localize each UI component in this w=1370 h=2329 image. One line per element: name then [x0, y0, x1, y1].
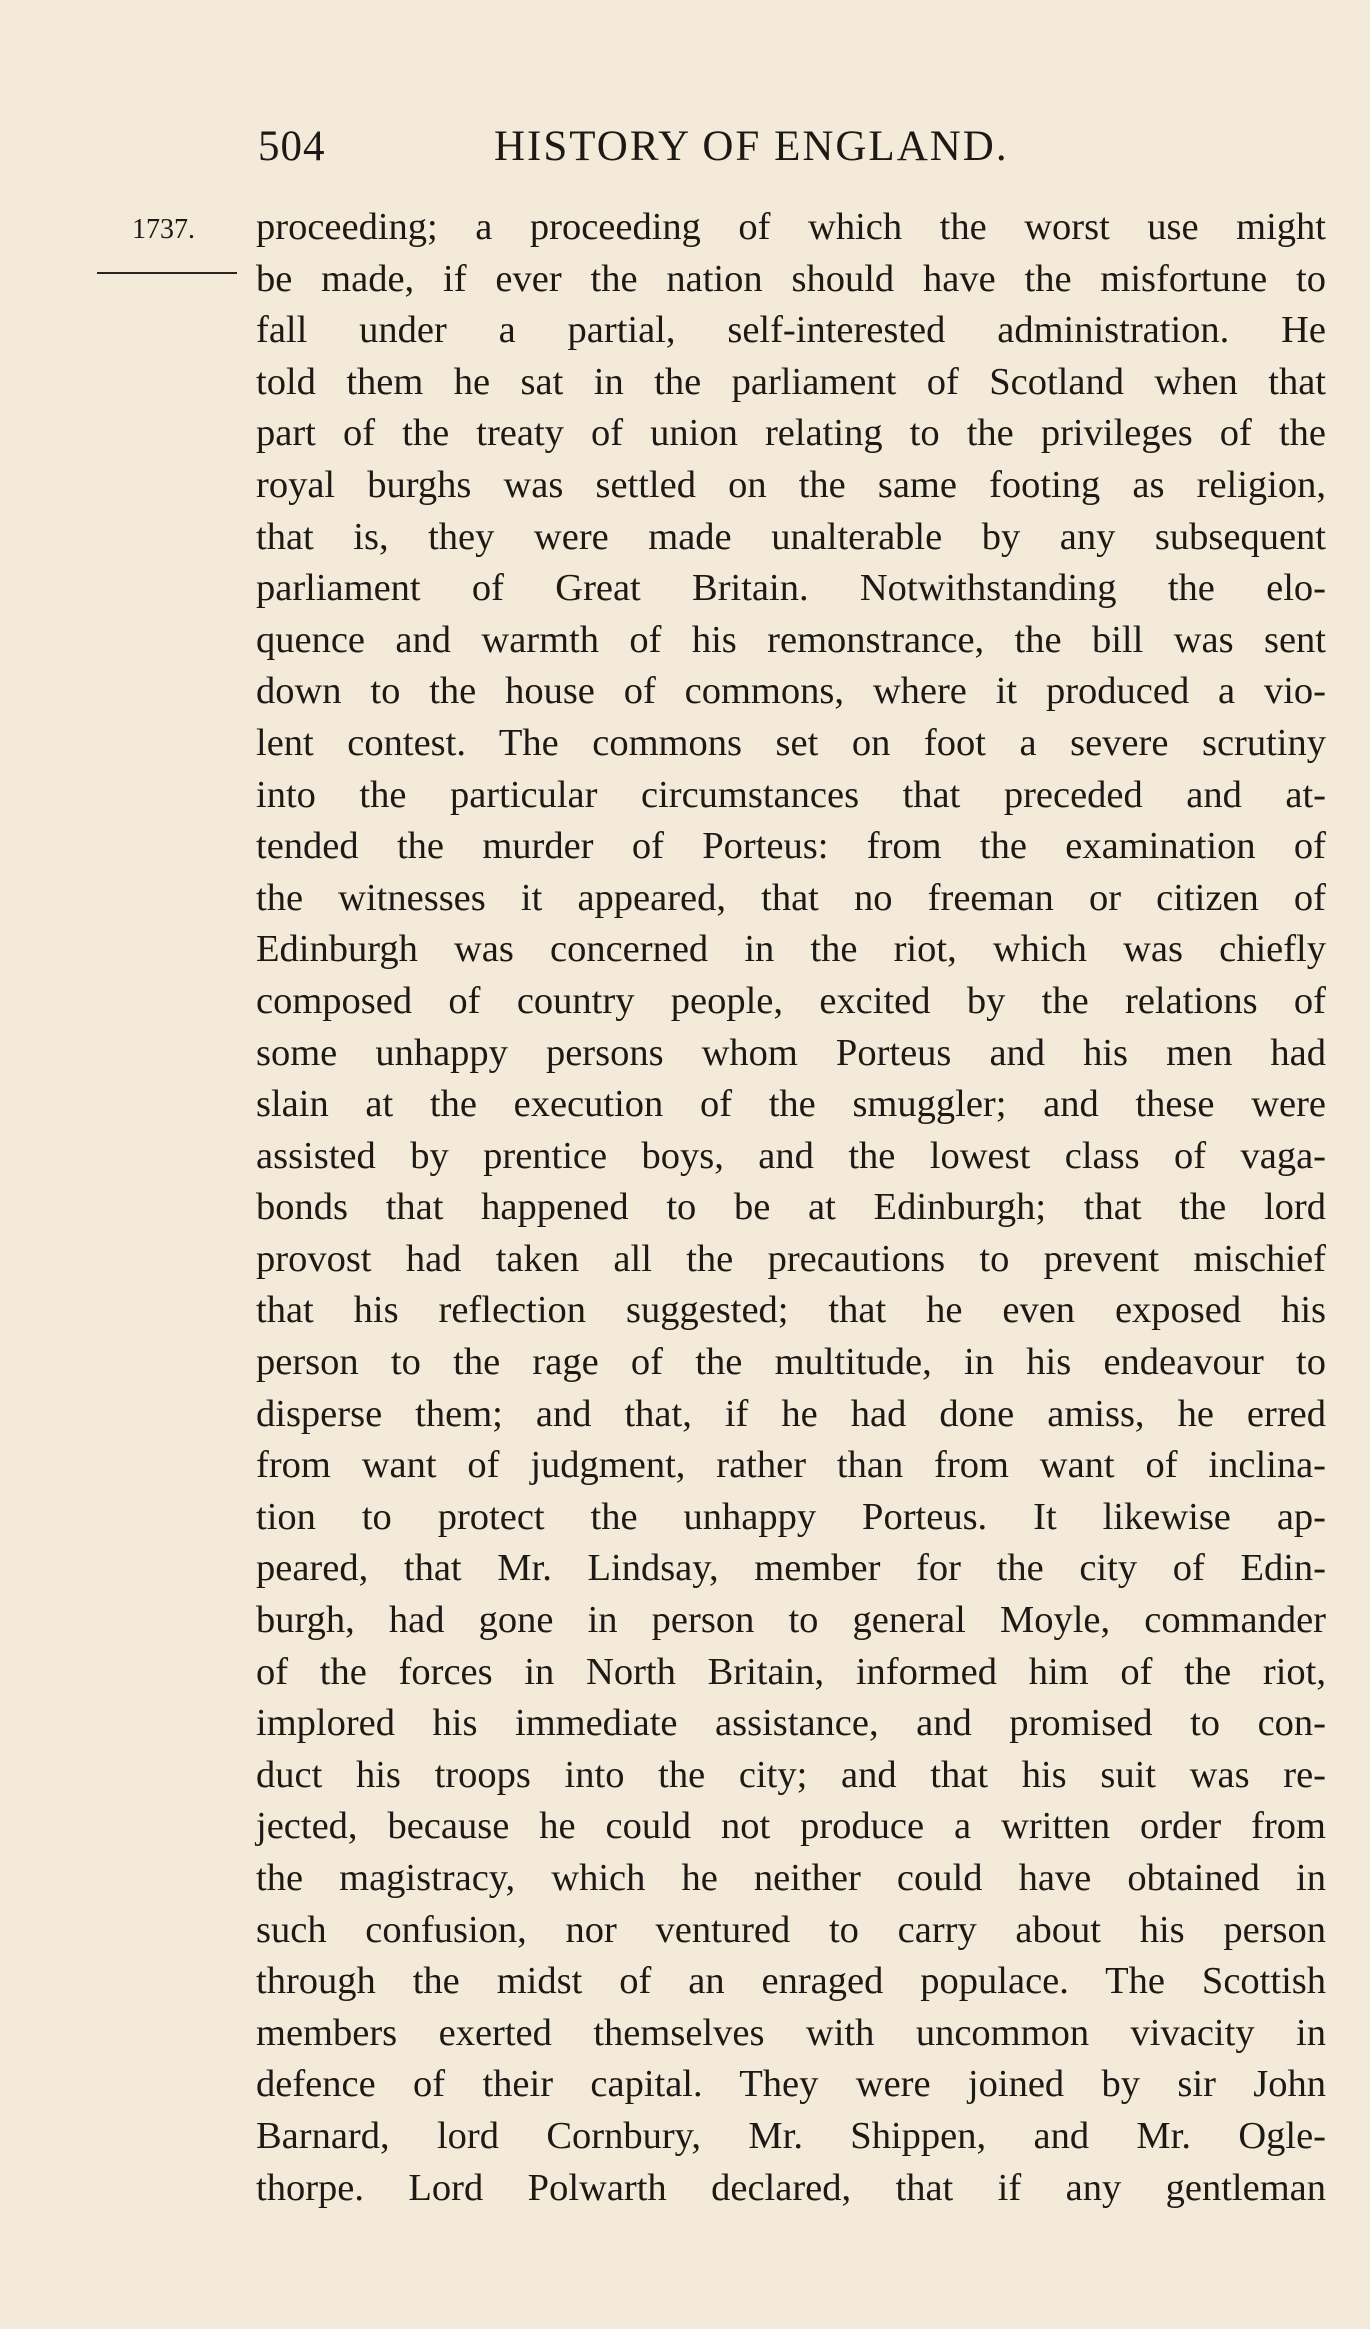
- text-line: such confusion, nor ventured to carry about his person: [256, 1908, 1326, 1951]
- body-text: [256, 202, 1326, 2214]
- text-line: duct his troops into the city; and that his suit was re-: [256, 1753, 1326, 1796]
- text-line: of the forces in North Britain, informed him of the riot,: [256, 1650, 1326, 1693]
- text-line: Barnard, lord Cornbury, Mr. Shippen, and Mr. Ogle-: [256, 2114, 1326, 2157]
- text-line: jected, because he could not produce a written order from: [256, 1805, 1326, 1848]
- margin-rule: [97, 272, 237, 274]
- text-line: through the midst of an enraged populace. The Scottish: [256, 1960, 1326, 2003]
- text-line: fall under a partial, self-interested administration. He: [256, 309, 1326, 352]
- text-line: into the particular circumstances that preceded and at-: [256, 773, 1326, 816]
- text-line: down to the house of commons, where it produced a vio-: [256, 670, 1326, 713]
- text-line: thorpe. Lord Polwarth declared, that if any gentleman: [256, 2166, 1326, 2209]
- text-line: bonds that happened to be at Edinburgh; that the lord: [256, 1186, 1326, 1229]
- text-line: quence and warmth of his remonstrance, the bill was sent: [256, 618, 1326, 661]
- text-line: provost had taken all the precautions to prevent mischief: [256, 1237, 1326, 1280]
- page-number: 504: [258, 123, 326, 170]
- text-line: lent contest. The commons set on foot a severe scrutiny: [256, 721, 1326, 764]
- text-line: told them he sat in the parliament of Scotland when that: [256, 360, 1326, 403]
- text-line: part of the treaty of union relating to the privileges of the: [256, 412, 1326, 455]
- text-line: defence of their capital. They were joined by sir John: [256, 2063, 1326, 2106]
- text-line: peared, that Mr. Lindsay, member for the city of Edin-: [256, 1547, 1326, 1590]
- text-line: members exerted themselves with uncommon vivacity in: [256, 2011, 1326, 2054]
- text-line: from want of judgment, rather than from want of inclina-: [256, 1444, 1326, 1487]
- text-line: that is, they were made unalterable by any subsequent: [256, 515, 1326, 558]
- margin-year-note: 1737.: [132, 214, 195, 245]
- text-line: composed of country people, excited by the relations of: [256, 979, 1326, 1022]
- text-line: implored his immediate assistance, and promised to con-: [256, 1702, 1326, 1745]
- text-line: person to the rage of the multitude, in his endeavour to: [256, 1341, 1326, 1384]
- text-line: slain at the execution of the smuggler; and these were: [256, 1083, 1326, 1126]
- text-line: disperse them; and that, if he had done amiss, he erred: [256, 1392, 1326, 1435]
- text-line: Edinburgh was concerned in the riot, which was chiefly: [256, 928, 1326, 971]
- text-line: tion to protect the unhappy Porteus. It likewise ap-: [256, 1495, 1326, 1538]
- text-line: the magistracy, which he neither could have obtained in: [256, 1857, 1326, 1899]
- text-line: proceeding; a proceeding of which the worst use might: [256, 206, 1326, 248]
- text-line: tended the murder of Porteus: from the examination of: [256, 825, 1326, 868]
- page-header: [258, 122, 1328, 178]
- running-title: HISTORY OF ENGLAND.: [494, 123, 1009, 170]
- text-line: be made, if ever the nation should have the misfortune to: [256, 257, 1326, 300]
- text-line: burgh, had gone in person to general Moyle, commander: [256, 1599, 1326, 1642]
- text-line: some unhappy persons whom Porteus and his men had: [256, 1031, 1326, 1074]
- text-line: assisted by prentice boys, and the lowest class of vaga-: [256, 1134, 1326, 1177]
- text-line: parliament of Great Britain. Notwithstanding the elo-: [256, 567, 1326, 610]
- text-line: the witnesses it appeared, that no freeman or citizen of: [256, 876, 1326, 919]
- text-line: that his reflection suggested; that he even exposed his: [256, 1289, 1326, 1332]
- text-line: royal burghs was settled on the same footing as religion,: [256, 463, 1326, 506]
